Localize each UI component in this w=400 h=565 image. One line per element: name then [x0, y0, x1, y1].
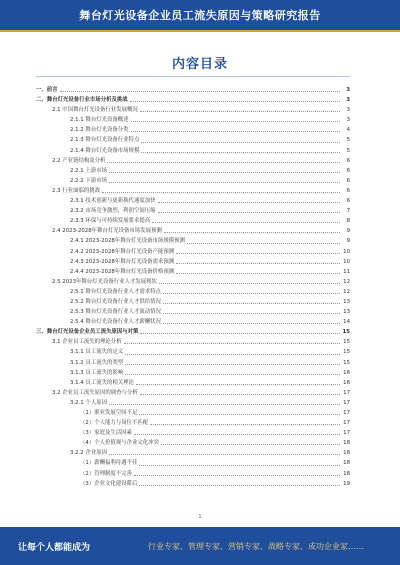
toc-entry-page: 6 [346, 167, 350, 174]
toc-entry-page: 5 [346, 147, 350, 154]
toc-dot-leader [140, 105, 340, 112]
toc-entry-page: 3 [346, 107, 350, 114]
toc-dot-leader [125, 368, 340, 375]
toc-entry-label: 2.3.3 环保与可持续发展要求提高 [70, 218, 151, 225]
toc-entry-label: 2.1.2 舞台灯光设备分类 [70, 127, 129, 134]
table-of-contents [36, 85, 350, 489]
toc-entry-page: 3 [346, 117, 350, 124]
toc-dot-leader [125, 358, 340, 365]
toc-entry[interactable] [36, 125, 350, 135]
toc-entry[interactable] [36, 216, 350, 226]
toc-dot-leader [163, 317, 340, 324]
toc-entry-label: 3.1.3 员工流失的影响 [70, 369, 124, 376]
toc-entry-label: 2.4 2023-2028年舞台灯光设备市场发展预测 [52, 228, 162, 235]
toc-entry[interactable] [36, 378, 350, 388]
toc-entry[interactable] [36, 267, 350, 277]
toc-entry[interactable] [36, 438, 350, 448]
toc-entry[interactable] [36, 105, 350, 115]
toc-entry[interactable] [36, 418, 350, 428]
toc-entry[interactable] [36, 236, 350, 246]
toc-dot-leader [163, 307, 340, 314]
toc-dot-leader [164, 226, 340, 233]
toc-entry[interactable] [36, 135, 350, 145]
toc-dot-leader [139, 408, 340, 415]
toc-entry-label: （4）个人价值观与企业文化冲突 [80, 440, 159, 447]
toc-dot-leader [161, 438, 340, 445]
header-accent-line [0, 30, 400, 32]
toc-dot-leader [109, 398, 340, 405]
toc-dot-leader [131, 125, 340, 132]
footer-bar [0, 527, 400, 565]
toc-entry-page: 8 [346, 218, 350, 225]
toc-entry[interactable] [36, 247, 350, 257]
toc-entry-label: 2.5.3 舞台灯光设备行业人才流动情况 [70, 309, 161, 316]
toc-entry[interactable] [36, 368, 350, 378]
toc-entry-page: 15 [343, 359, 350, 366]
toc-entry-page: 15 [343, 349, 350, 356]
toc-entry[interactable] [36, 85, 350, 95]
toc-entry-label: 2.4.4 2023-2028年舞台灯光设备价格预测 [70, 268, 175, 275]
toc-dot-leader [109, 166, 340, 173]
toc-dot-leader [176, 257, 340, 264]
toc-entry-page: 19 [343, 480, 350, 487]
toc-entry-page: 18 [343, 440, 350, 447]
toc-entry[interactable] [36, 347, 350, 357]
toc-entry-page: 13 [343, 309, 350, 316]
toc-dot-leader [150, 418, 340, 425]
toc-entry-label: 三、舞台灯光设备企业员工流失原因与对策 [36, 329, 139, 336]
toc-entry-label: 3.1 企业员工流失的理论分析 [52, 339, 122, 346]
toc-dot-leader [163, 297, 340, 304]
toc-entry-page: 4 [346, 127, 350, 134]
toc-dot-leader [109, 176, 340, 183]
toc-entry-page: 6 [346, 198, 350, 205]
toc-entry-page: 7 [346, 208, 350, 215]
toc-entry[interactable] [36, 398, 350, 408]
toc-entry[interactable] [36, 469, 350, 479]
toc-entry-label: 2.1.1 舞台灯光设备概述 [70, 117, 129, 124]
toc-entry[interactable] [36, 479, 350, 489]
toc-dot-leader [109, 448, 340, 455]
toc-entry-label: 2.4.2 2023-2028年舞台灯光设备产能预测 [70, 248, 175, 255]
report-header-bar [0, 0, 400, 30]
toc-dot-leader [158, 206, 340, 213]
toc-entry-label: 3.2 企业员工流失原因的调查与分析 [52, 389, 138, 396]
toc-entry-page: 17 [343, 430, 350, 437]
toc-entry-label: 3.2.2 企业原因 [70, 450, 107, 457]
toc-entry[interactable] [36, 95, 350, 105]
toc-entry-page: 13 [343, 298, 350, 305]
toc-entry[interactable] [36, 388, 350, 398]
toc-entry-page: 17 [343, 410, 350, 416]
toc-entry[interactable] [36, 307, 350, 317]
toc-entry-page: 6 [346, 187, 350, 194]
toc-entry-label: 2.5 2023年舞台灯光设备行业人才发展现状 [52, 278, 157, 285]
footer-slogan-left: 让每个人都能成为 [18, 542, 91, 553]
toc-entry[interactable] [36, 408, 350, 418]
toc-entry-label: 3.1.1 员工流失的定义 [70, 349, 124, 356]
toc-dot-leader [130, 95, 340, 102]
toc-entry-page: 16 [343, 369, 350, 376]
toc-entry-label: （3）家庭及生活因素 [80, 430, 132, 437]
toc-dot-leader [141, 135, 340, 142]
toc-entry-label: 2.1.3 舞台灯光设备行业特点 [70, 137, 140, 144]
toc-entry[interactable] [36, 176, 350, 186]
toc-entry[interactable] [36, 428, 350, 438]
toc-entry-label: （2）管理制度不完善 [80, 470, 132, 477]
toc-entry-label: 2.5.1 舞台灯光设备行业人才需求特点 [70, 288, 161, 295]
toc-dot-leader [139, 479, 340, 486]
toc-entry-label: 2.3.1 技术创新与更新换代速度加快 [70, 198, 156, 205]
toc-dot-leader [158, 196, 340, 203]
toc-entry-page: 9 [346, 228, 350, 235]
toc-entry[interactable] [36, 206, 350, 216]
toc-entry[interactable] [36, 156, 350, 166]
toc-entry[interactable] [36, 146, 350, 156]
toc-dot-leader [136, 378, 340, 385]
toc-dot-leader [176, 267, 340, 274]
toc-entry-label: 3.2.1 个人原因 [70, 399, 107, 406]
toc-dot-leader [134, 428, 340, 435]
toc-entry-page: 15 [343, 339, 350, 346]
toc-entry-label: 2.3.2 市场竞争激烈，利润空间压缩 [70, 208, 156, 215]
toc-entry-page: 10 [343, 248, 350, 255]
toc-entry-page: 18 [343, 470, 350, 477]
toc-entry-label: 2.2.1 上游市场 [70, 167, 107, 174]
toc-entry[interactable] [36, 458, 350, 468]
toc-dot-leader [176, 247, 340, 254]
toc-entry[interactable] [36, 277, 350, 287]
toc-dot-leader [124, 337, 340, 344]
toc-entry[interactable] [36, 257, 350, 267]
toc-entry-label: 2.1 中国舞台灯光设备行业发展概况 [52, 107, 138, 114]
toc-entry[interactable] [36, 317, 350, 327]
toc-entry-label: 3.1.4 员工流失的相关理论 [70, 379, 134, 386]
toc-entry-label: 3.1.2 员工流失的类型 [70, 359, 124, 366]
toc-entry-label: （3）企业文化建设滞后 [80, 480, 138, 487]
toc-entry[interactable] [36, 115, 350, 125]
toc-entry-label: 二、舞台灯光设备行业市场分析及挑战 [36, 97, 128, 104]
toc-entry-page: 16 [343, 379, 350, 386]
toc-entry[interactable] [36, 287, 350, 297]
toc-dot-leader [140, 327, 340, 334]
toc-entry-label: 2.5.4 舞台灯光设备行业人才薪酬状况 [70, 319, 161, 326]
toc-entry-page: 18 [343, 460, 350, 467]
toc-dot-leader [134, 469, 340, 476]
toc-dot-leader [141, 146, 340, 153]
toc-dot-leader [139, 458, 340, 465]
toc-entry-label: 2.3 行业面临的挑战 [52, 187, 101, 194]
toc-dot-leader [60, 85, 340, 92]
toc-entry-page: 15 [342, 329, 350, 336]
toc-entry-label: 2.4.1 2023-2028年舞台灯光设备市场规模预测 [70, 238, 185, 245]
toc-entry-page: 17 [343, 420, 350, 427]
page-number: 1 [198, 514, 202, 520]
toc-entry-page: 3 [346, 87, 350, 93]
toc-dot-leader [125, 347, 340, 354]
toc-entry-label: 一、前言 [36, 87, 58, 93]
toc-entry-label: （2）个人能力与岗位不匹配 [80, 420, 149, 427]
toc-entry-label: 2.4.3 2023-2028年舞台灯光设备需求预测 [70, 258, 175, 265]
toc-heading: 内容目录 [171, 57, 228, 72]
toc-entry-label: （1）薪酬福利待遇不佳 [80, 460, 138, 467]
toc-entry[interactable] [36, 166, 350, 176]
toc-entry-label: （1）职业发展空间不足 [80, 410, 138, 416]
toc-entry-page: 3 [346, 97, 350, 104]
toc-entry-label: 2.2 产业链结构及分析 [52, 157, 106, 164]
toc-entry-page: 11 [343, 268, 350, 275]
toc-entry[interactable] [36, 186, 350, 196]
toc-entry[interactable] [36, 337, 350, 347]
toc-entry[interactable] [36, 196, 350, 206]
toc-entry-page: 18 [343, 450, 350, 457]
toc-dot-leader [152, 216, 340, 223]
toc-entry[interactable] [36, 448, 350, 458]
toc-entry[interactable] [36, 297, 350, 307]
toc-dot-leader [187, 236, 340, 243]
toc-entry-page: 17 [343, 389, 350, 396]
toc-divider [36, 76, 350, 77]
toc-entry-label: 2.5.2 舞台灯光设备行业人才供给情况 [70, 298, 161, 305]
toc-entry[interactable] [36, 226, 350, 236]
toc-entry-page: 5 [346, 137, 350, 144]
toc-entry-page: 14 [343, 319, 350, 326]
toc-entry-page: 6 [346, 157, 350, 164]
toc-entry[interactable] [36, 358, 350, 368]
toc-dot-leader [107, 156, 340, 163]
toc-entry[interactable] [36, 327, 350, 337]
toc-entry-page: 9 [346, 238, 350, 245]
footer-slogan-right: 行业专家、管理专家、营销专家、战略专家、成功企业家…… [148, 541, 364, 551]
toc-entry-page: 6 [346, 177, 350, 184]
toc-dot-leader [102, 186, 340, 193]
toc-dot-leader [163, 287, 340, 294]
toc-entry-page: 12 [343, 278, 350, 285]
toc-dot-leader [159, 277, 340, 284]
toc-entry-label: 2.2.2 下游市场 [70, 177, 107, 184]
toc-entry-label: 2.1.4 舞台灯光设备市场规模 [70, 147, 140, 154]
report-title: 舞台灯光设备企业员工流失原因与策略研究报告 [79, 9, 321, 22]
toc-entry-page: 10 [343, 258, 350, 265]
toc-entry-page: 12 [343, 288, 350, 295]
toc-dot-leader [131, 115, 340, 122]
toc-entry-page: 17 [343, 399, 350, 406]
toc-dot-leader [140, 388, 340, 395]
